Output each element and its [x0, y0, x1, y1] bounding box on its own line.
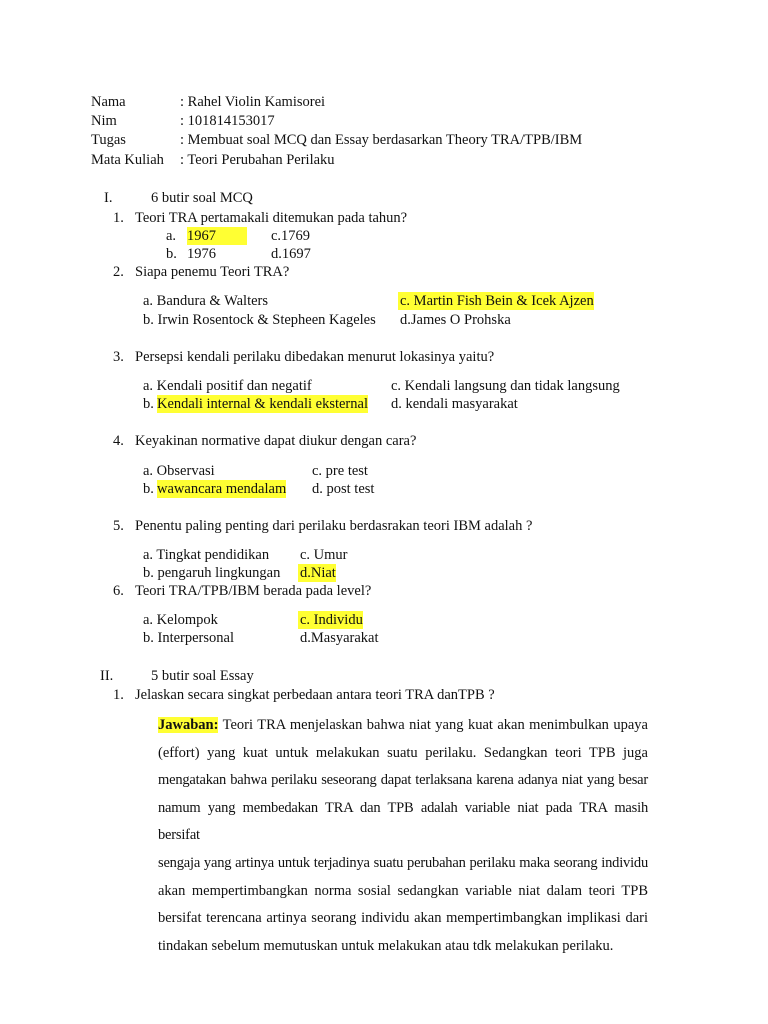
nim-value: : 101814153017 [180, 113, 275, 129]
q2-number: 2. [113, 264, 124, 280]
q6-option-a: a. Kelompok [143, 612, 218, 628]
q5-option-c: c. Umur [300, 547, 348, 563]
q3-number: 3. [113, 349, 124, 365]
answer-line-text: Teori TRA menjelaskan bahwa niat yang kuat akan menimbulkan upaya [222, 717, 648, 733]
q4-option-b-answer: wawancara mendalam [157, 481, 287, 497]
q3-option-b-letter: b. [143, 396, 154, 412]
q3-option-d: d. kendali masyarakat [391, 396, 518, 412]
essay-q1-text: Jelaskan secara singkat perbedaan antara teori TRA danTPB ? [135, 687, 495, 703]
answer-line: (effort) yang kuat untuk melakukan suatu perilaku. Sedangkan teori TPB juga [158, 744, 648, 761]
answer-line: akan mempertimbangkan norma sosial sedangkan variable niat dalam teori TPB [158, 882, 648, 899]
q1-text: Teori TRA pertamakali ditemukan pada tahun? [135, 210, 408, 226]
answer-line: mengatakan bahwa perilaku seseorang dapat terlaksana karena adanya niat yang besar [158, 772, 648, 789]
q5-number: 5. [113, 518, 124, 534]
q4-option-c: c. pre test [312, 463, 368, 479]
matkul-value: : Teori Perubahan Perilaku [180, 152, 335, 168]
q1-option-b-letter: b. [166, 246, 177, 262]
q3-option-a: a. Kendali positif dan negatif [143, 378, 312, 394]
q1-option-a-letter: a. [166, 228, 177, 244]
essay-q1-number: 1. [113, 687, 124, 703]
q4-option-d: d. post test [312, 481, 375, 497]
q2-text: Siapa penemu Teori TRA? [135, 264, 290, 280]
q1-option-a-answer: 1967 [187, 227, 247, 245]
q2-option-d: d.James O Prohska [400, 312, 511, 328]
q4-option-b-letter: b. [143, 481, 154, 497]
q5-option-a: a. Tingkat pendidikan [143, 547, 270, 563]
q3-option-c: c. Kendali langsung dan tidak langsung [391, 378, 620, 394]
answer-line: tindakan sebelum memutuskan untuk melakukan atau tdk melakukan perilaku. [158, 937, 614, 954]
section1-numeral: I. [104, 190, 113, 206]
answer-line: sengaja yang artinya untuk terjadinya suatu perubahan perilaku maka seorang individu [158, 854, 648, 871]
q6-option-d: d.Masyarakat [300, 630, 379, 646]
q4-text: Keyakinan normative dapat diukur dengan cara? [135, 433, 417, 449]
q1-option-b: 1976 [187, 246, 216, 262]
q2-option-a: a. Bandura & Walters [143, 293, 268, 309]
q1-option-d: d.1697 [271, 246, 311, 262]
answer-label: Jawaban: [158, 717, 219, 733]
tugas-value: : Membuat soal MCQ dan Essay berdasarkan Theory TRA/TPB/IBM [180, 132, 583, 148]
matkul-label: Mata Kuliah [91, 152, 164, 168]
q6-number: 6. [113, 583, 124, 599]
answer-line [158, 712, 648, 740]
q3-text: Persepsi kendali perilaku dibedakan menurut lokasinya yaitu? [135, 349, 495, 365]
q5-option-d-answer: d.Niat [300, 565, 336, 581]
q1-number: 1. [113, 210, 124, 226]
q3-option-b-answer: Kendali internal & kendali eksternal [157, 396, 368, 412]
section2-title: 5 butir soal Essay [151, 668, 254, 684]
q2-option-b: b. Irwin Rosentock & Stepheen Kageles [143, 312, 376, 328]
q4-option-a: a. Observasi [143, 463, 215, 479]
q4-number: 4. [113, 433, 124, 449]
q2-option-c-answer: c. Martin Fish Bein & Icek Ajzen [400, 293, 594, 309]
q6-option-b: b. Interpersonal [143, 630, 234, 646]
section1-title: 6 butir soal MCQ [151, 190, 253, 206]
section2-numeral: II. [100, 668, 114, 684]
q6-text: Teori TRA/TPB/IBM berada pada level? [135, 583, 372, 599]
answer-line: bersifat terencana artinya seorang individu akan mempertimbangkan implikasi dari [158, 910, 648, 927]
answer-line: namum yang membedakan TRA dan TPB adalah variable niat pada TRA masih bersifat [158, 799, 648, 844]
q1-option-c: c.1769 [271, 228, 311, 244]
nama-value: : Rahel Violin Kamisorei [180, 94, 326, 110]
q5-option-b: b. pengaruh lingkungan [143, 565, 281, 581]
essay-answer [158, 712, 648, 960]
q5-text: Penentu paling penting dari perilaku berdasrakan teori IBM adalah ? [135, 518, 533, 534]
q6-option-c-answer: c. Individu [300, 612, 363, 628]
nim-label: Nim [91, 113, 117, 129]
nama-label: Nama [91, 94, 126, 110]
tugas-label: Tugas [91, 132, 126, 148]
